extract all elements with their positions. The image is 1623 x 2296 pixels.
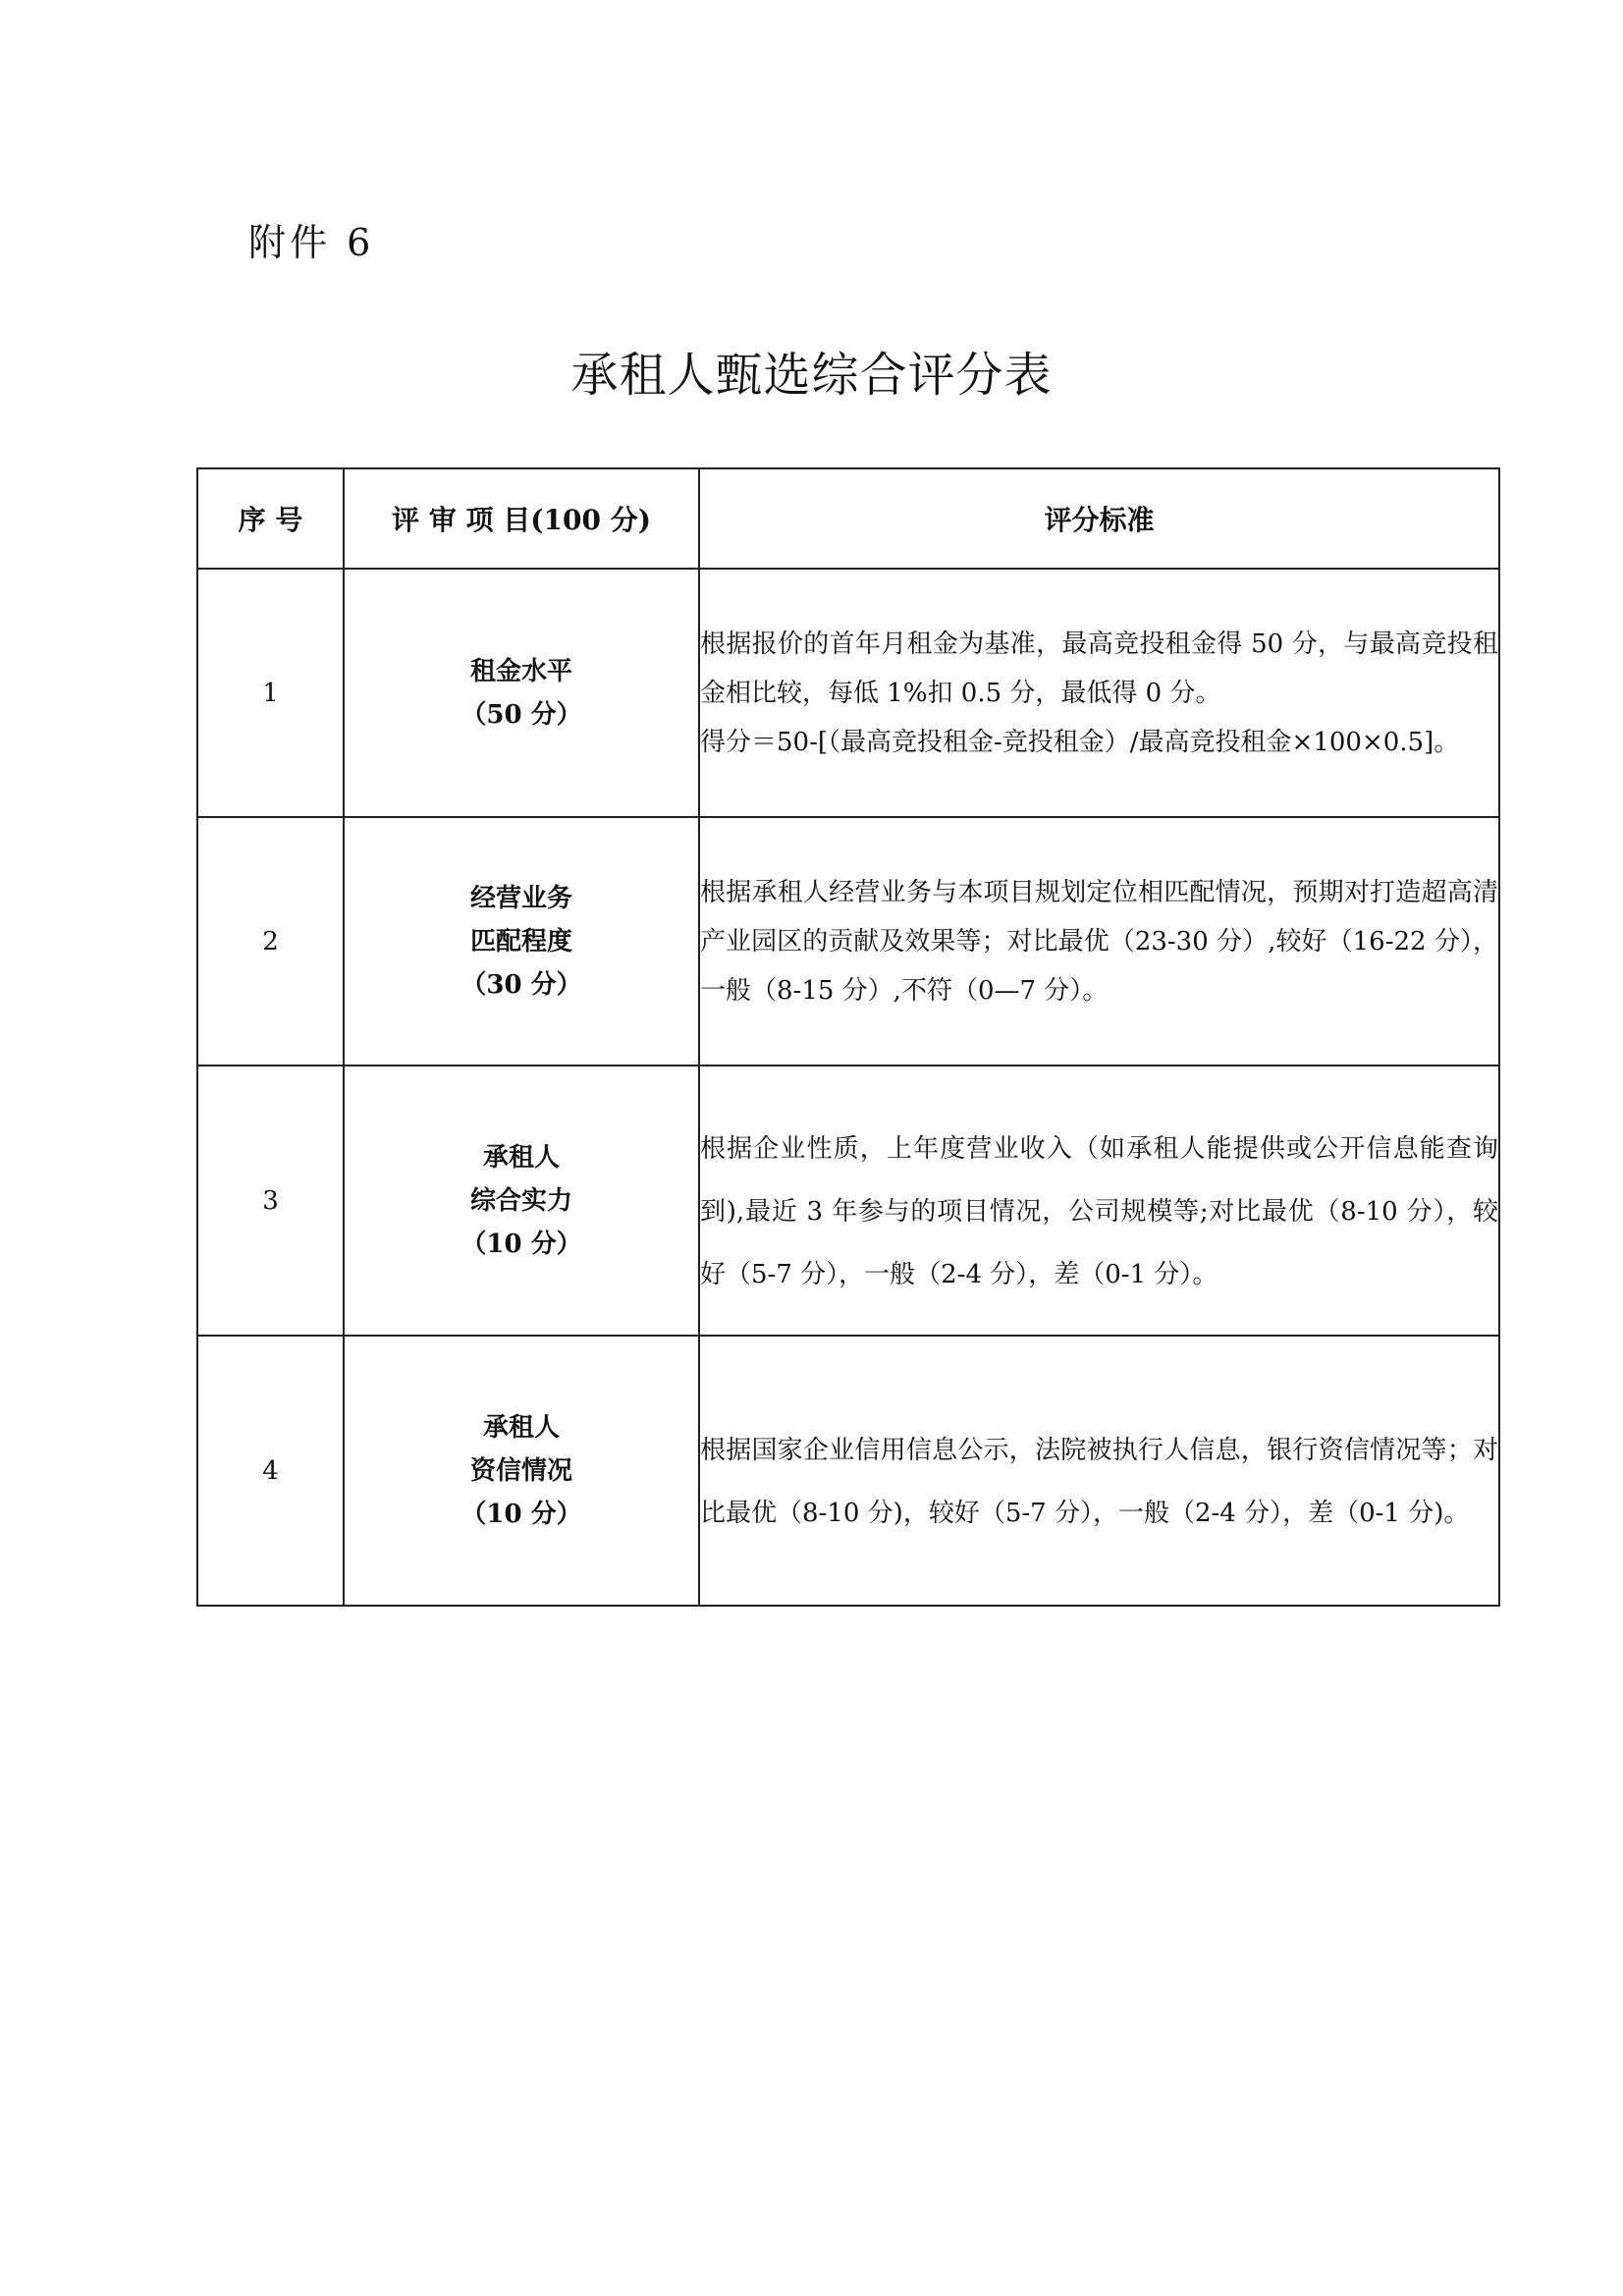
table-header-row xyxy=(197,468,1499,569)
table-row xyxy=(197,1336,1499,1606)
row-criteria: 根据承租人经营业务与本项目规划定位相匹配情况，预期对打造超高清产业园区的贡献及效果等；对比最优（23-30 分）,较好（16-22 分），一般（8-15 分）,不符（0—7 分）。 xyxy=(699,817,1499,1066)
row-review-item: 承租人 资信情况 （10 分） xyxy=(344,1336,699,1606)
row-review-item: 经营业务 匹配程度 （30 分） xyxy=(344,817,699,1066)
header-criteria: 评分标准 xyxy=(699,468,1499,569)
header-review-item: 评 审 项 目(100 分) xyxy=(344,468,699,569)
table-row xyxy=(197,817,1499,1066)
scoring-table xyxy=(196,467,1500,1607)
row-review-item: 租金水平 （50 分） xyxy=(344,569,699,817)
criteria-text: 根据报价的首年月租金为基准，最高竞投租金得 50 分，与最高竞投租金相比较，每低 1%扣 0.5 分，最低得 0 分。 xyxy=(700,629,1498,708)
score-formula: 得分＝50-[（最高竞投租金-竞投租金）/最高竞投租金×100×0.5]。 xyxy=(700,727,1460,757)
table-row xyxy=(197,569,1499,817)
document-title: 承租人甄选综合评分表 xyxy=(570,348,1053,403)
row-seq: 1 xyxy=(197,569,344,817)
row-seq: 3 xyxy=(197,1066,344,1336)
attachment-label: 附件 6 xyxy=(248,221,375,264)
row-criteria: 根据国家企业信用信息公示，法院被执行人信息，银行资信情况等；对比最优（8-10 分)，较好（5-7 分），一般（2-4 分），差（0-1 分)。 xyxy=(699,1336,1499,1606)
row-review-item: 承租人 综合实力 （10 分） xyxy=(344,1066,699,1336)
row-criteria: 根据企业性质，上年度营业收入（如承租人能提供或公开信息能查询到),最近 3 年参与的项目情况，公司规模等;对比最优（8-10 分），较好（5-7 分），一般（2-4 分），差（0-1 分）。 xyxy=(699,1066,1499,1336)
table-row xyxy=(197,1066,1499,1336)
row-seq: 4 xyxy=(197,1336,344,1606)
row-criteria xyxy=(699,569,1499,817)
header-seq: 序 号 xyxy=(197,468,344,569)
row-seq: 2 xyxy=(197,817,344,1066)
